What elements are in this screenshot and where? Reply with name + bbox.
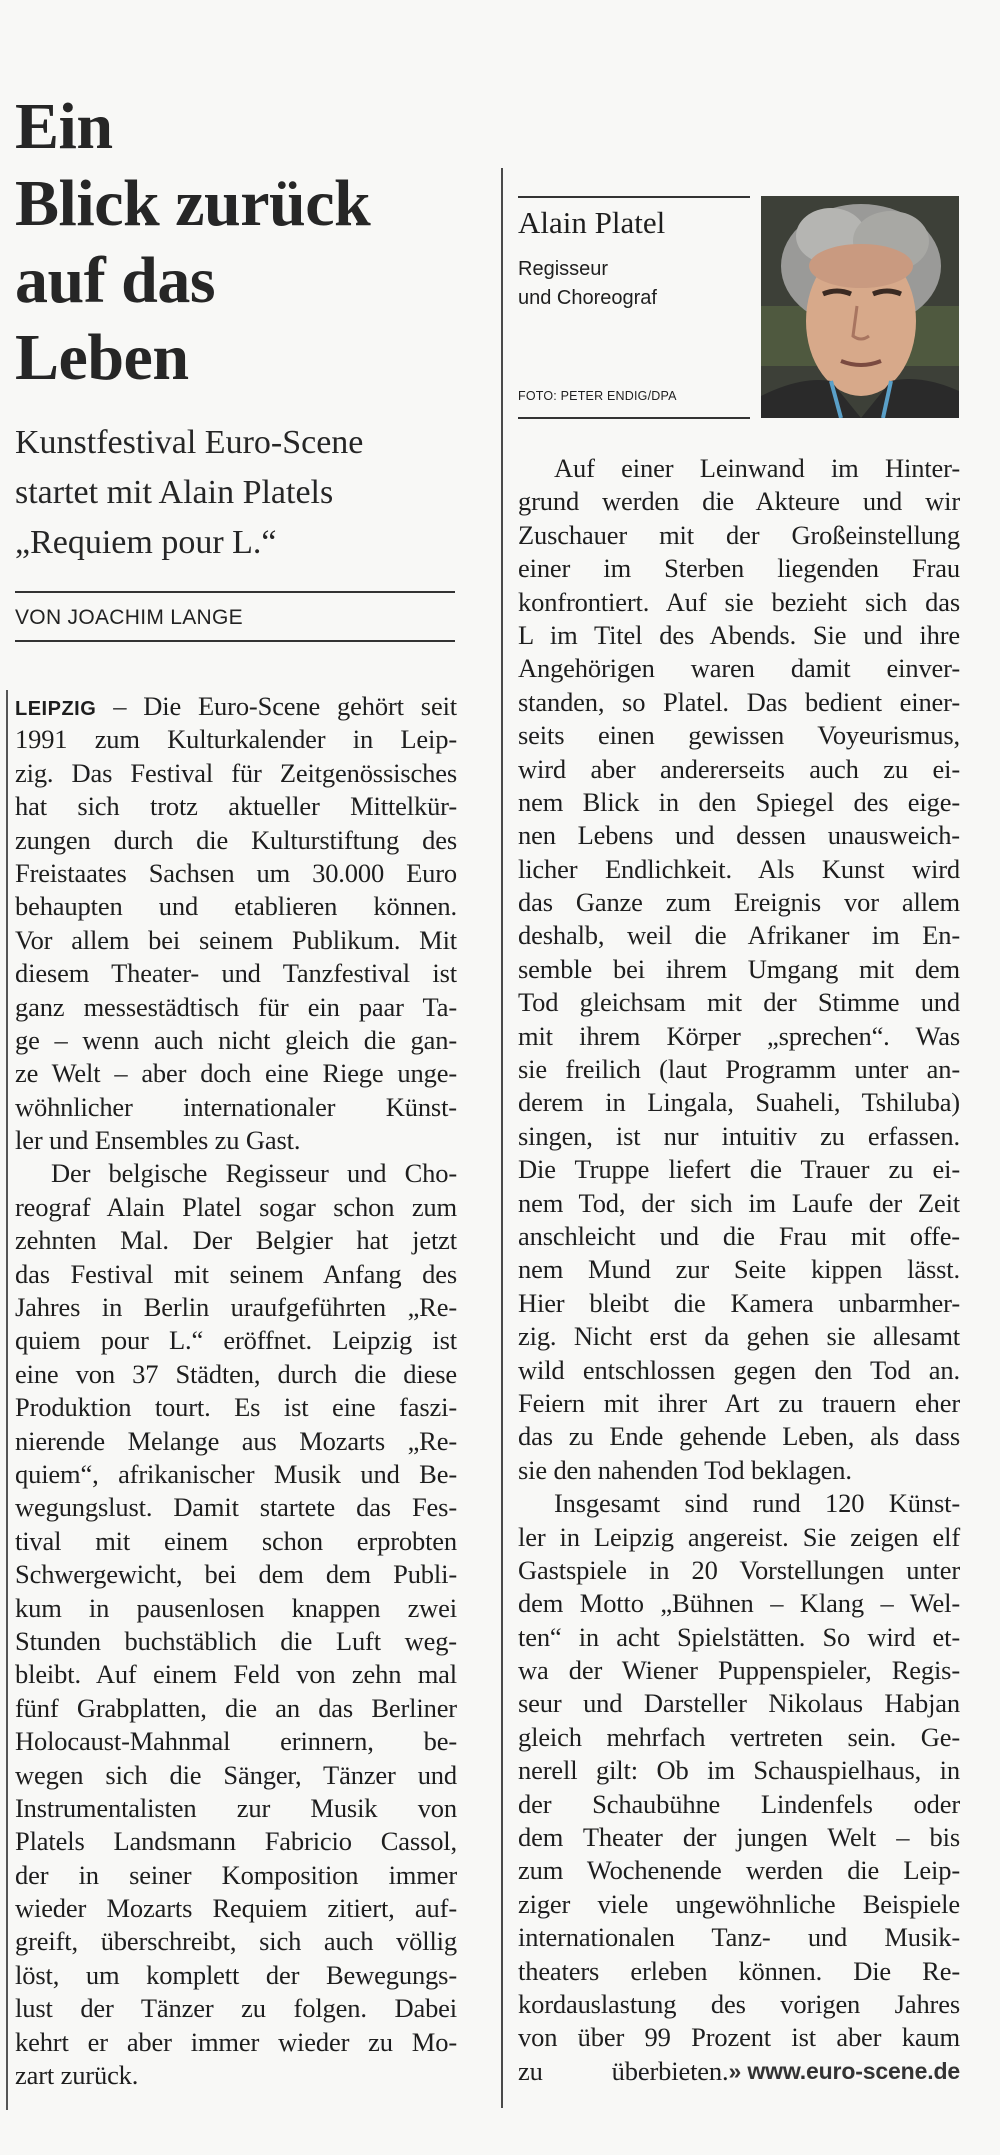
text-line: anschleicht und die Frau mit offe- <box>518 1220 960 1251</box>
text-line: wegen sich die Sänger, Tänzer und <box>15 1759 457 1790</box>
text-line: gleich mehrfach vertreten sein. Ge- <box>518 1721 960 1752</box>
text-line: dem Theater der jungen Welt – bis <box>518 1822 960 1853</box>
text-line: ziger viele ungewöhnliche Beispiele <box>518 1888 960 1919</box>
subtitle-line: „Requiem pour L.“ <box>15 524 277 561</box>
text-line: ten“ in acht Spielstätten. So wird et- <box>518 1621 960 1652</box>
portrait-photo <box>761 196 959 418</box>
text-line: derem in Lingala, Suaheli, Tshiluba) <box>518 1087 960 1118</box>
text-line: zungen durch die Kulturstiftung des <box>15 824 457 855</box>
text-line: konfrontiert. Auf sie bezieht sich das <box>518 586 960 617</box>
text-line: ler in Leipzig angereist. Sie zeigen elf <box>518 1521 960 1552</box>
text-line: sie den nahenden Tod beklagen. <box>518 1454 852 1485</box>
infobox-role-line: und Choreograf <box>518 287 657 309</box>
text-line: Holocaust-Mahnmal erinnern, be- <box>15 1726 457 1757</box>
text-line: nierende Melange aus Mozarts „Re- <box>15 1425 457 1456</box>
text-line: bleibt. Auf einem Feld von zehn mal <box>15 1659 457 1690</box>
text-line: Feiern mit ihrer Art zu trauern eher <box>518 1387 960 1418</box>
website-link[interactable]: » www.euro-scene.de <box>728 2057 960 2084</box>
text-line: ze Welt – aber doch eine Riege unge- <box>15 1058 457 1089</box>
text-line: das Ganze zum Ereignis vor allem <box>518 887 960 918</box>
headline <box>15 88 485 396</box>
infobox-rule-bottom <box>518 417 750 419</box>
text-line: kehrt er aber immer wieder zu Mo- <box>15 2026 457 2057</box>
text-line: tival mit einem schon erprobten <box>15 1525 457 1556</box>
text-line: einer im Sterben liegenden Frau <box>518 553 960 584</box>
text-line: Stunden buchstäblich die Luft weg- <box>15 1625 457 1656</box>
dateline: LEIPZIG <box>15 698 97 720</box>
text-line: Gastspiele in 20 Vorstellungen unter <box>518 1554 960 1585</box>
text-line: nerell gilt: Ob im Schauspielhaus, in <box>518 1755 960 1786</box>
text-line: ge – wenn auch nicht gleich die gan- <box>15 1024 457 1055</box>
text-line: zart zurück. <box>15 2060 139 2091</box>
photo-credit: FOTO: PETER ENDIG/DPA <box>518 389 677 403</box>
text-line: eine von 37 Städten, durch die diese <box>15 1358 457 1389</box>
headline-line: Blick zurück <box>15 167 371 240</box>
text-line: lust der Tänzer zu folgen. Dabei <box>15 1993 457 2024</box>
text-line-content: – Die Euro-Scene gehört seit <box>113 691 457 721</box>
text-line: wa der Wiener Puppenspieler, Regis- <box>518 1655 960 1686</box>
text-line: kum in pausenlosen knappen zwei <box>15 1592 457 1623</box>
article-column-right <box>518 452 960 2088</box>
text-line: Zuschauer mit der Großeinstellung <box>518 519 960 550</box>
text-line: Freistaates Sachsen um 30.000 Euro <box>15 857 457 888</box>
text-line: semble bei ihrem Umgang mit dem <box>518 953 960 984</box>
text-line: sie freilich (laut Programm unter an- <box>518 1054 960 1085</box>
subtitle <box>15 418 485 568</box>
text-line: kordauslastung des vorigen Jahres <box>518 1988 960 2019</box>
text-line: nem Blick in den Spiegel des eige- <box>518 786 960 817</box>
byline-rule-bottom <box>15 640 455 642</box>
text-line: Platels Landsmann Fabricio Cassol, <box>15 1826 457 1857</box>
text-line: Schwergewicht, bei dem dem Publi- <box>15 1559 457 1590</box>
column-divider <box>501 168 503 2108</box>
text-line: seur und Darsteller Nikolaus Habjan <box>518 1688 960 1719</box>
text-line: Insgesamt sind rund 120 Künst- <box>554 1488 960 1519</box>
text-line: das Festival mit seinem Anfang des <box>15 1258 457 1289</box>
text-line: Angehörigen waren damit einver- <box>518 653 960 684</box>
text-line: behaupten und etablieren können. <box>15 891 457 922</box>
text-line: Tod gleichsam mit der Stimme und <box>518 987 960 1018</box>
text-line: Vor allem bei seinem Publikum. Mit <box>15 924 457 955</box>
text-line: singen, ist nur intuitiv zu erfassen. <box>518 1120 960 1151</box>
text-line: quiem pour L.“ eröffnet. Leipzig ist <box>15 1325 457 1356</box>
text-line: Instrumentalisten zur Musik von <box>15 1792 457 1823</box>
text-line: fünf Grabplatten, die an das Berliner <box>15 1692 457 1723</box>
text-line: zehnten Mal. Der Belgier hat jetzt <box>15 1225 457 1256</box>
text-line: 1991 zum Kulturkalender in Leip- <box>15 724 457 755</box>
headline-line: auf das <box>15 244 216 317</box>
text-line: Der belgische Regisseur und Cho- <box>51 1158 457 1189</box>
infobox-role-line: Regisseur <box>518 258 609 280</box>
text-line: Produktion tourt. Es ist eine faszi- <box>15 1392 457 1423</box>
text-line: wird aber andererseits auch zu ei- <box>518 753 960 784</box>
text-line: zum Wochenende werden die Leip- <box>518 1855 960 1886</box>
text-line: hat sich trotz aktueller Mittelkür- <box>15 791 457 822</box>
text-line: mit ihrem Körper „sprechen“. Was <box>518 1020 960 1051</box>
text-line-content: zu überbieten. <box>518 2055 729 2086</box>
text-line: wegungslust. Damit startete das Fes- <box>15 1492 457 1523</box>
text-line: das zu Ende gehende Leben, als dass <box>518 1421 960 1452</box>
text-line: deshalb, weil die Afrikaner im En- <box>518 920 960 951</box>
text-line: standen, so Platel. Das bedient einer- <box>518 686 960 717</box>
text-line: Auf einer Leinwand im Hinter- <box>554 453 960 483</box>
text-line: nen Lebens und dessen unausweich- <box>518 820 960 851</box>
text-line: greift, überschreibt, sich auch völlig <box>15 1926 457 1957</box>
byline: VON JOACHIM LANGE <box>15 606 243 629</box>
byline-rule-top <box>15 591 455 593</box>
text-line: reograf Alain Platel sogar schon zum <box>15 1191 457 1222</box>
text-line: wieder Mozarts Requiem zitiert, auf- <box>15 1893 457 1924</box>
subtitle-line: Kunstfestival Euro-Scene <box>15 424 364 461</box>
headline-line: Ein <box>15 90 113 163</box>
text-line <box>15 690 457 723</box>
text-line: L im Titel des Abends. Sie und ihre <box>518 619 960 650</box>
page-edge-rule <box>6 690 8 2110</box>
text-line: seits einen gewissen Voyeurismus, <box>518 720 960 751</box>
text-line: von über 99 Prozent ist aber kaum <box>518 2022 960 2053</box>
infobox-role <box>518 255 657 313</box>
text-line: zig. Nicht erst da gehen sie allesamt <box>518 1321 960 1352</box>
infobox-rule-top <box>518 196 750 198</box>
infobox-name: Alain Platel <box>518 205 666 240</box>
text-line: licher Endlichkeit. Als Kunst wird <box>518 853 960 884</box>
headline-line: Leben <box>15 321 189 394</box>
text-line: zig. Das Festival für Zeitgenössisches <box>15 757 457 788</box>
text-line: nem Tod, der sich im Laufe der Zeit <box>518 1187 960 1218</box>
subtitle-line: startet mit Alain Platels <box>15 474 334 511</box>
text-line: löst, um komplett der Bewegungs- <box>15 1959 457 1990</box>
text-line: grund werden die Akteure und wir <box>518 486 960 517</box>
text-line: diesem Theater- und Tanzfestival ist <box>15 958 457 989</box>
text-line: wöhnlicher internationaler Künst- <box>15 1091 457 1122</box>
text-line: der in seiner Komposition immer <box>15 1859 457 1890</box>
text-line: theaters erleben können. Die Re- <box>518 1955 960 1986</box>
text-line: dem Motto „Bühnen – Klang – Wel- <box>518 1588 960 1619</box>
text-line: quiem“, afrikanischer Musik und Be- <box>15 1458 457 1489</box>
text-line: internationalen Tanz- und Musik- <box>518 1922 960 1953</box>
text-line: ganz messestädtisch für ein paar Ta- <box>15 991 457 1022</box>
text-line: ler und Ensembles zu Gast. <box>15 1125 301 1156</box>
text-line: der Schaubühne Lindenfels oder <box>518 1788 960 1819</box>
text-line: wild entschlossen gegen den Tod an. <box>518 1354 960 1385</box>
text-line <box>518 2055 960 2088</box>
article-column-left <box>15 690 457 2092</box>
text-line: Die Truppe liefert die Trauer zu ei- <box>518 1154 960 1185</box>
text-line: nem Mund zur Seite kippen lässt. <box>518 1254 960 1285</box>
text-line: Hier bleibt die Kamera unbarmher- <box>518 1287 960 1318</box>
text-line: Jahres in Berlin uraufgeführten „Re- <box>15 1292 457 1323</box>
